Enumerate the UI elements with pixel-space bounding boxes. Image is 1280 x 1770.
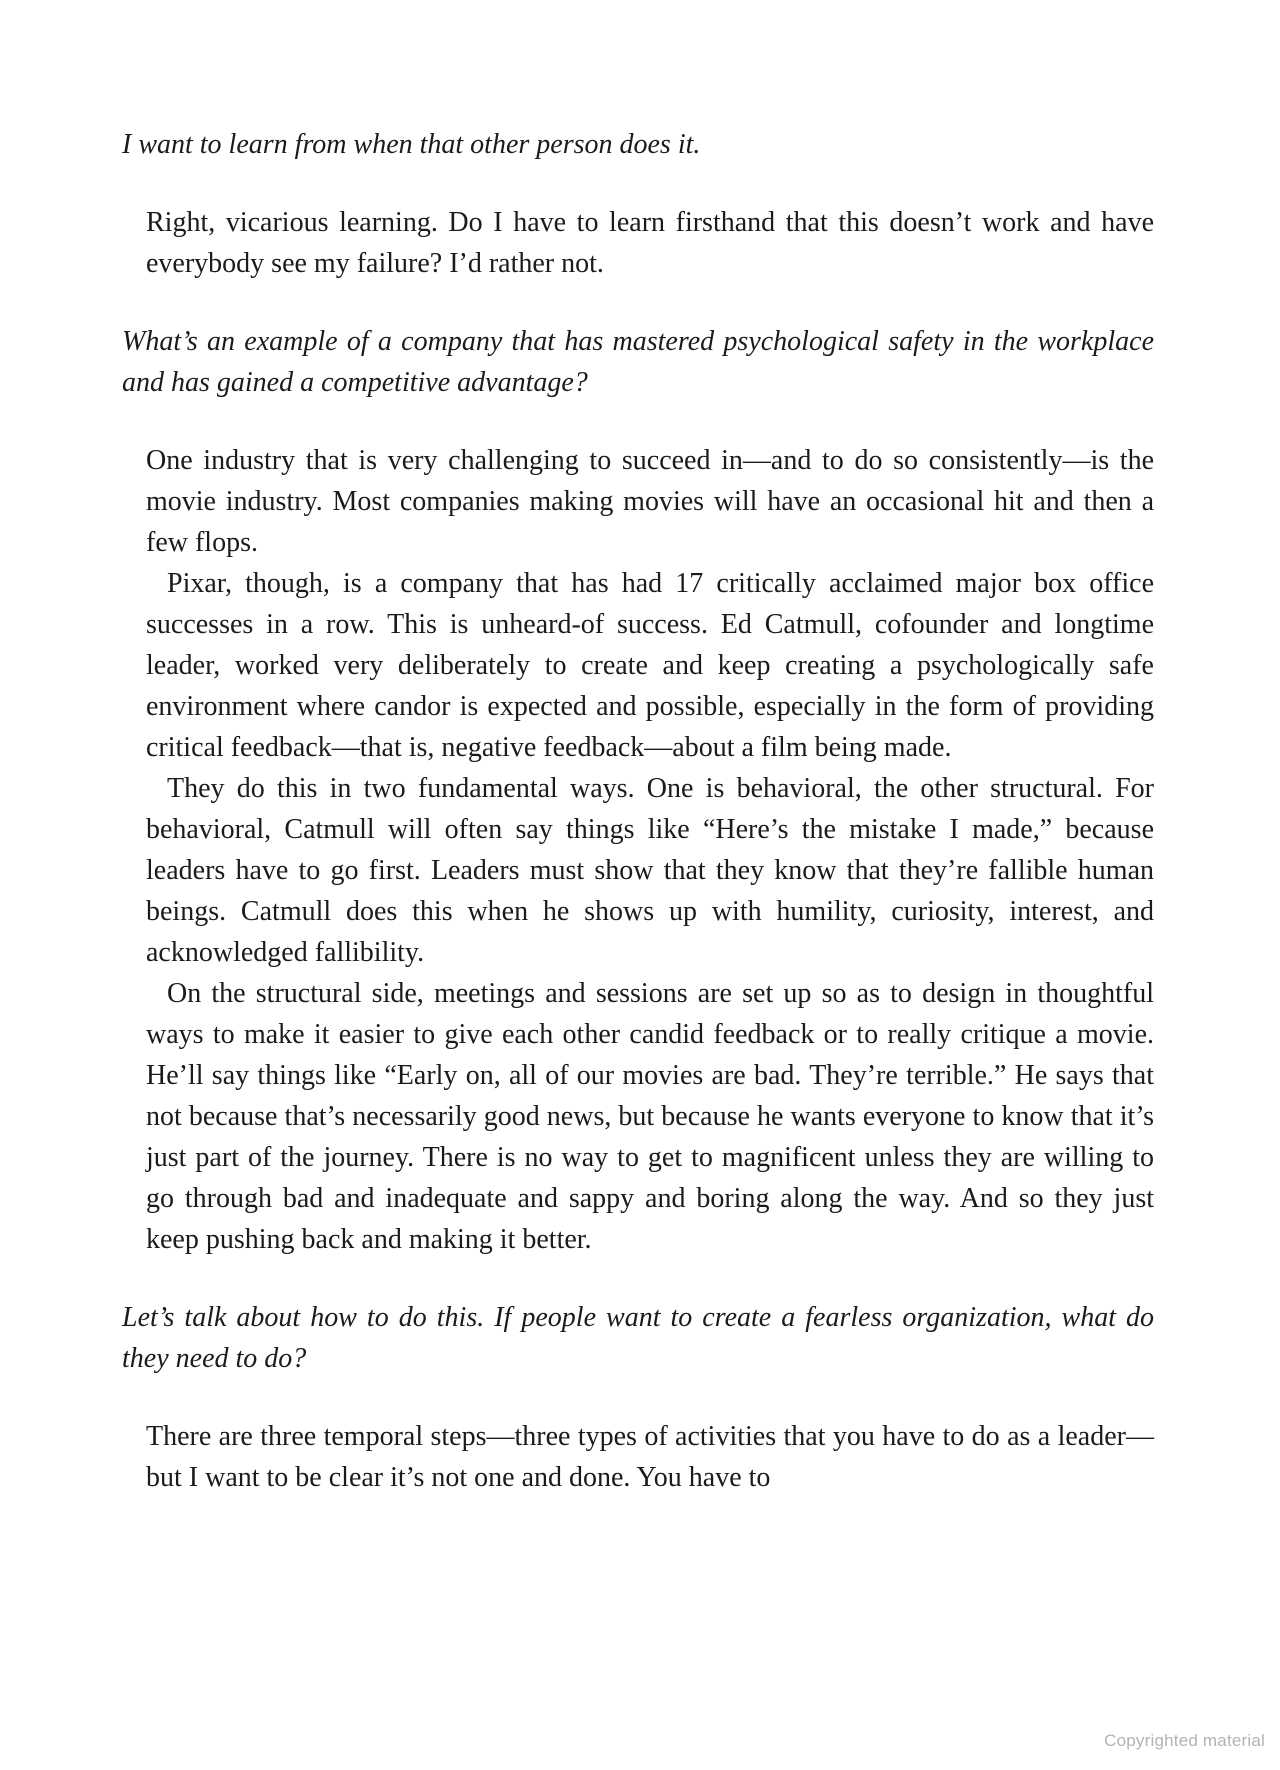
question-paragraph: I want to learn from when that other person does it. <box>122 129 701 160</box>
answer-paragraph: One industry that is very challenging to succeed in—and to do so consistently—is the movie industry. Most companies making movies will have an occasional hit and then a few flops. <box>146 445 1154 558</box>
interview-answer <box>146 440 1154 1260</box>
question-paragraph: Let’s talk about how to do this. If people want to create a fearless organization, what do they need to do? <box>122 1302 1154 1374</box>
interview-question <box>122 124 1154 165</box>
copyright-watermark: Copyrighted material <box>1104 1731 1265 1750</box>
page-text-column <box>122 124 1154 1498</box>
answer-paragraph: On the structural side, meetings and sessions are set up so as to design in thoughtful ways to make it easier to give each other candid feedback or to really critique a movie. He’ll say things like “Early on, all of our movies are bad. They’re terrible.” He says that not because that’s necessarily good news, but because he wants everyone to know that it’s just part of the journey. There is no way to get to magnificent unless they are willing to go through bad and inadequate and sappy and boring along the way. And so they just keep pushing back and making it better. <box>146 978 1154 1255</box>
answer-paragraph: There are three temporal steps—three types of activities that you have to do as a leader—but I want to be clear it’s not one and done. You have to <box>146 1421 1154 1493</box>
answer-paragraph: Right, vicarious learning. Do I have to learn firsthand that this doesn’t work and have everybody see my failure? I’d rather not. <box>146 207 1154 279</box>
interview-answer <box>146 202 1154 284</box>
answer-paragraph: They do this in two fundamental ways. One is behavioral, the other structural. For behavioral, Catmull will often say things like “Here’s the mistake I made,” because leaders have to go first. Leaders must show that they know that they’re fallible human beings. Catmull does this when he shows up with humility, curiosity, interest, and acknowledged fallibility. <box>146 773 1154 968</box>
question-paragraph: What’s an example of a company that has mastered psychological safety in the workplace and has gained a competitive advantage? <box>122 326 1154 398</box>
interview-answer <box>146 1416 1154 1498</box>
interview-question <box>122 1297 1154 1379</box>
interview-question <box>122 321 1154 403</box>
answer-paragraph: Pixar, though, is a company that has had 17 critically acclaimed major box office successes in a row. This is unheard-of success. Ed Catmull, cofounder and longtime leader, worked very deliberately to create and keep creating a psychologically safe environment where candor is expected and possible, especially in the form of providing critical feedback—that is, negative feedback—about a film being made. <box>146 568 1154 763</box>
